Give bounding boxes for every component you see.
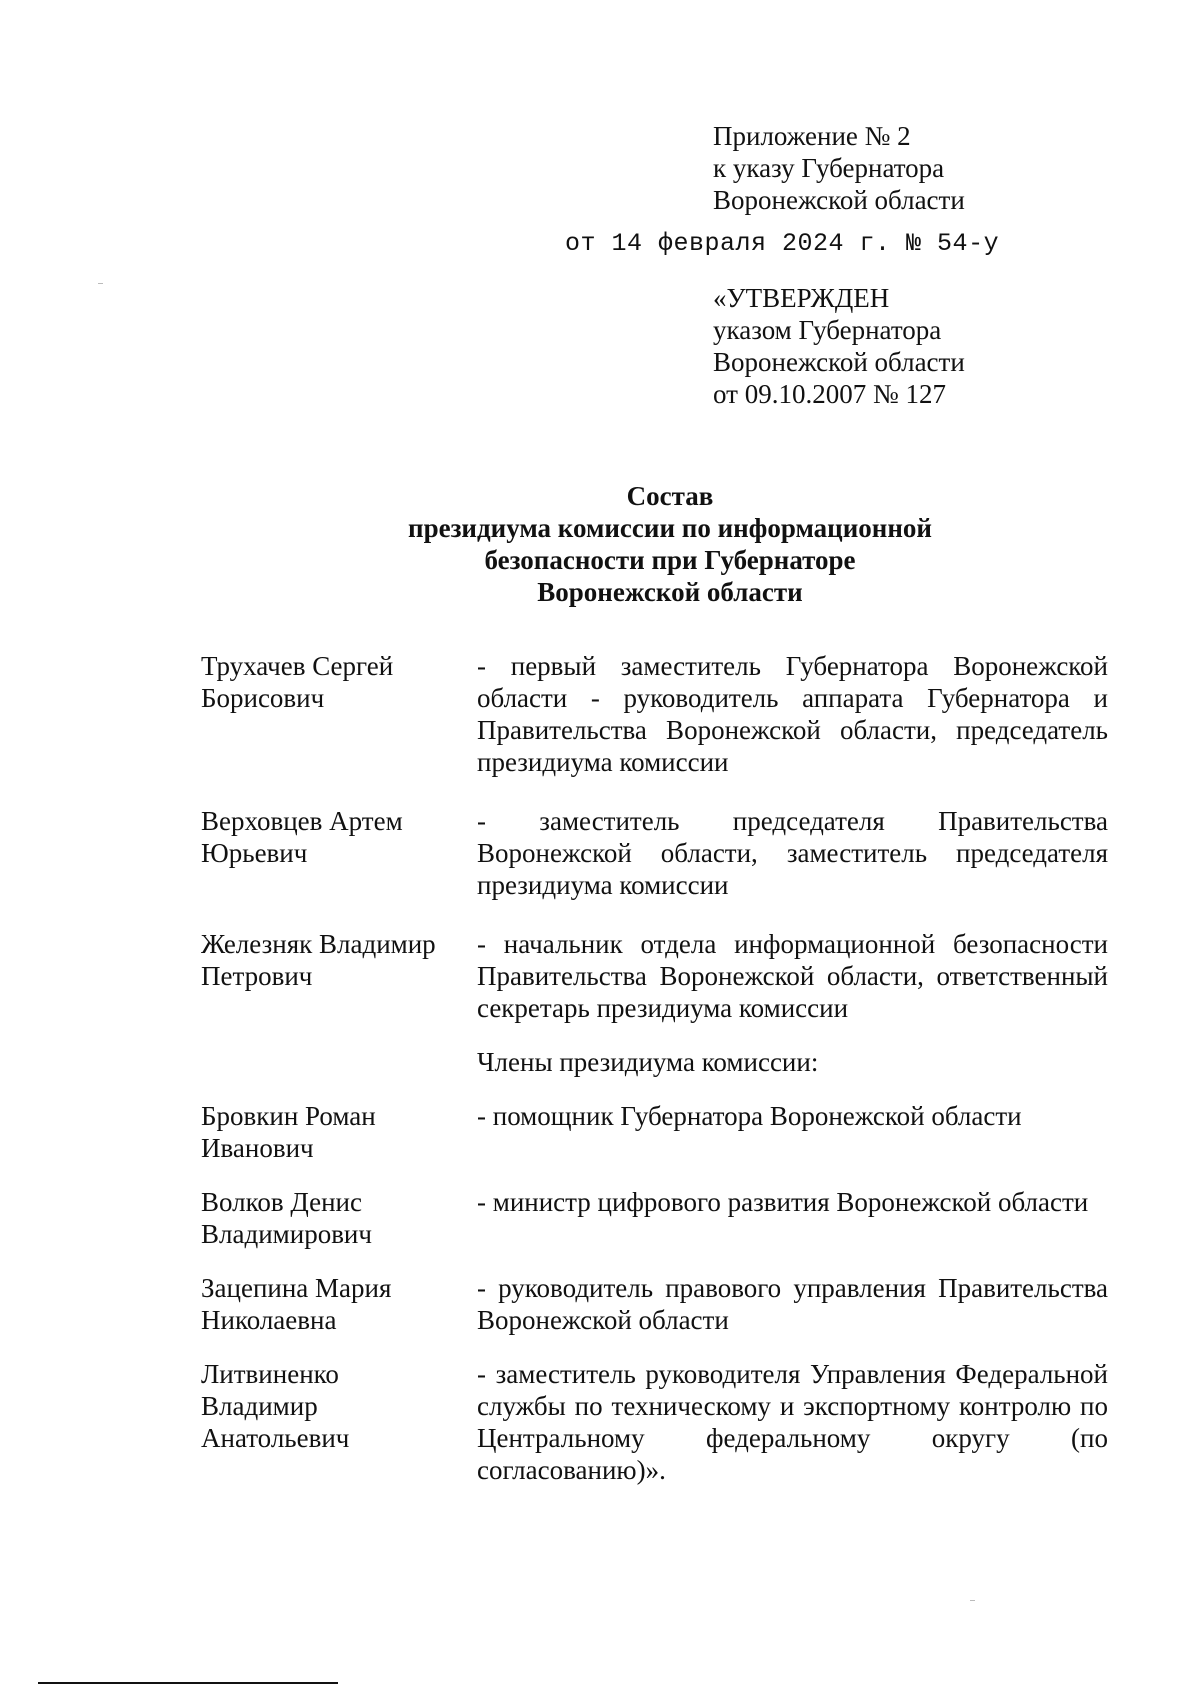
member-name: Трухачев Сергей Борисович [201, 651, 394, 713]
member-name: Зацепина Мария Николаевна [201, 1273, 392, 1335]
document-title [300, 480, 1040, 608]
approval-heading: «УТВЕРЖДЕН [713, 283, 890, 313]
member-name: Литвиненко Владимир Анатольевич [201, 1359, 350, 1453]
title-line: президиума комиссии по информационной [408, 513, 932, 543]
member-position: - руководитель правового управления Правительства Воронежской области [477, 1273, 1108, 1335]
title-line: Состав [626, 481, 714, 511]
approval-block [713, 282, 965, 410]
member-position: - помощник Губернатора Воронежской области [477, 1101, 1022, 1131]
member-position: - первый заместитель Губернатора Воронежской области - руководитель аппарата Губернатора и Правительства Воронежской области, председатель президиума комиссии [477, 651, 1108, 777]
member-row [201, 1272, 1108, 1336]
member-row [201, 1186, 1108, 1250]
presidium-member-list [201, 650, 1108, 1486]
member-row [201, 928, 1108, 1024]
member-row [201, 805, 1108, 901]
member-name: Железняк Владимир Петрович [201, 929, 436, 991]
footer-rule [38, 1682, 338, 1684]
approval-region: Воронежской области [713, 347, 965, 377]
approval-decree: указом Губернатора [713, 315, 942, 345]
member-position: - заместитель председателя Правительства Воронежской области, заместитель председателя президиума комиссии [477, 806, 1108, 900]
title-line: безопасности при Губернаторе [484, 545, 856, 575]
member-position: - начальник отдела информационной безопасности Правительства Воронежской области, ответственный секретарь президиума комиссии [477, 929, 1108, 1023]
appendix-number: Приложение № 2 [713, 121, 911, 151]
scan-artifact [970, 1600, 975, 1601]
member-name: Волков Денис Владимирович [201, 1187, 372, 1249]
scan-artifact [98, 283, 103, 284]
approval-date-number: от 09.10.2007 № 127 [713, 379, 946, 409]
member-position: - министр цифрового развития Воронежской области [477, 1187, 1089, 1217]
appendix-decree-ref: к указу Губернатора [713, 153, 945, 183]
member-row [201, 650, 1108, 778]
decree-date-stamp: от 14 февраля 2024 г. № 54-у [565, 229, 1000, 258]
appendix-region: Воронежской области [713, 185, 965, 215]
member-row [201, 1100, 1108, 1164]
member-position: - заместитель руководителя Управления Федеральной службы по техническому и экспортному контролю по Центральному федеральному округу (по согласованию)». [477, 1359, 1108, 1485]
appendix-header [713, 120, 965, 216]
member-name: Верховцев Артем Юрьевич [201, 806, 403, 868]
member-row [201, 1358, 1108, 1486]
member-name: Бровкин Роман Иванович [201, 1101, 376, 1163]
title-line: Воронежской области [537, 577, 803, 607]
members-subheading: Члены президиума комиссии: [477, 1047, 819, 1077]
